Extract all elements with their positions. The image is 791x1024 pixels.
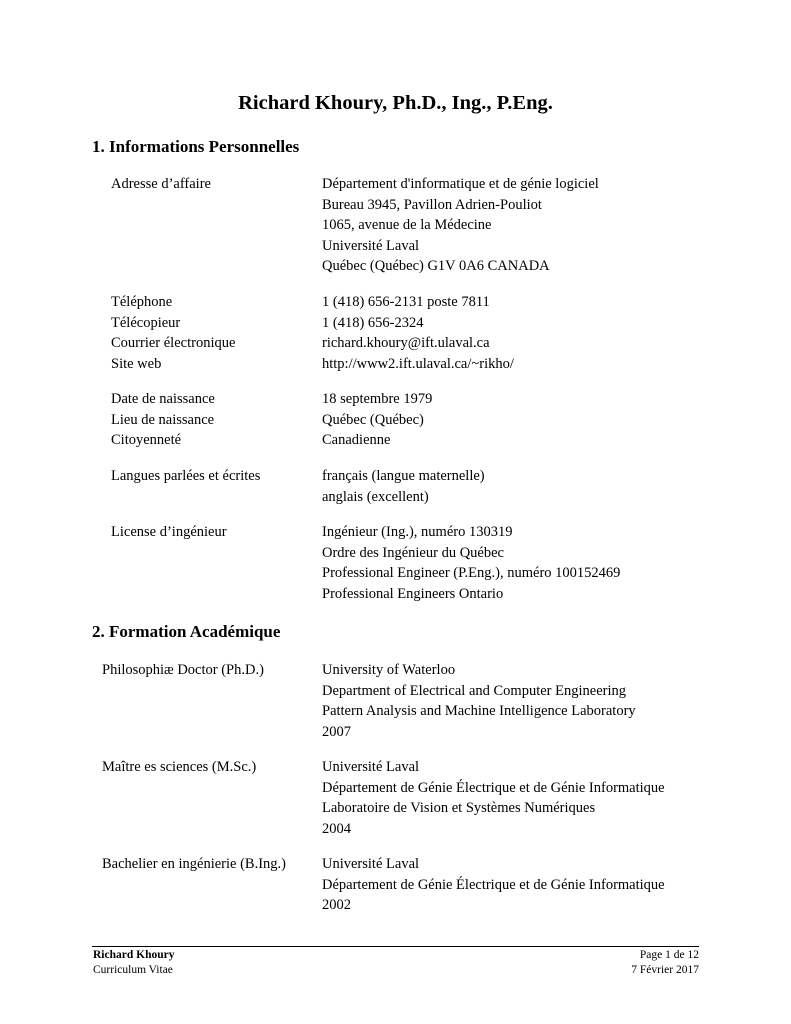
value-line: 1 (418) 656-2131 poste 7811 — [322, 294, 490, 310]
entry-value — [322, 660, 636, 742]
value-line: Ordre des Ingénieur du Québec — [322, 544, 504, 561]
value-line: 1 (418) 656-2324 — [322, 314, 424, 331]
value-line: Département de Génie Électrique et de Génie Informatique — [322, 779, 665, 796]
value-line: University of Waterloo — [322, 662, 456, 678]
value-line: Canadienne — [322, 432, 391, 449]
entry-label: Bachelier en ingénierie (B.Ing.) — [102, 856, 286, 872]
value-line: 2004 — [322, 820, 351, 837]
value-line: Québec (Québec) G1V 0A6 CANADA — [322, 258, 550, 275]
footer-divider — [92, 946, 699, 947]
value-line: Pattern Analysis and Machine Intelligence Laboratory — [322, 703, 636, 720]
entry-label: Maître es sciences (M.Sc.) — [102, 759, 257, 775]
entry-value — [322, 292, 490, 313]
entry-label: Langues parlées et écrites — [111, 468, 261, 484]
entry-label: Télécopieur — [111, 314, 181, 331]
value-line: 18 septembre 1979 — [322, 391, 433, 407]
entry-value — [322, 522, 620, 604]
entry-value — [322, 430, 390, 451]
entry-label: Téléphone — [111, 294, 173, 310]
email-link[interactable]: richard.khoury@ift.ulaval.ca — [322, 335, 490, 352]
entry-value — [322, 333, 490, 354]
value-line: français (langue maternelle) — [322, 468, 485, 484]
value-line: Université Laval — [322, 759, 420, 775]
section-heading-education: 2. Formation Académique — [92, 622, 281, 641]
footer-author-name: Richard Khoury — [93, 949, 175, 961]
value-line: 2007 — [322, 723, 351, 740]
entry-label: License d’ingénieur — [111, 524, 227, 540]
value-line: Ingénieur (Ing.), numéro 130319 — [322, 524, 513, 540]
entry-value — [322, 389, 432, 410]
website-link[interactable]: http://www2.ift.ulaval.ca/~rikho/ — [322, 355, 514, 372]
entry-value — [322, 410, 424, 431]
value-line: anglais (excellent) — [322, 488, 429, 505]
value-line: Département d'informatique et de génie logiciel — [322, 176, 599, 192]
entry-label: Site web — [111, 355, 162, 372]
page-title: Richard Khoury, Ph.D., Ing., P.Eng. — [238, 92, 553, 114]
value-line: Département de Génie Électrique et de Génie Informatique — [322, 876, 665, 893]
entry-label: Philosophiæ Doctor (Ph.D.) — [102, 662, 264, 678]
value-line: Laboratoire de Vision et Systèmes Numériques — [322, 800, 596, 817]
footer-left — [93, 948, 174, 978]
entry-label: Adresse d’affaire — [111, 176, 211, 192]
value-line: Université Laval — [322, 237, 420, 254]
entry-value — [322, 757, 665, 839]
entry-value — [322, 354, 514, 375]
entry-value — [322, 313, 424, 334]
value-line: 2002 — [322, 897, 351, 914]
entry-value — [322, 174, 599, 277]
footer-date: 7 Février 2017 — [631, 964, 699, 976]
value-line: Bureau 3945, Pavillon Adrien-Pouliot — [322, 196, 542, 213]
footer-subtitle: Curriculum Vitae — [93, 964, 173, 976]
value-line: Professional Engineers Ontario — [322, 585, 504, 602]
value-line: Department of Electrical and Computer Engineering — [322, 682, 626, 699]
value-line: Professional Engineer (P.Eng.), numéro 100152469 — [322, 565, 621, 582]
entry-label: Lieu de naissance — [111, 411, 215, 428]
footer-right — [631, 948, 699, 978]
entry-value — [322, 854, 665, 916]
section-heading-personal: 1. Informations Personnelles — [92, 137, 300, 156]
value-line: 1065, avenue de la Médecine — [322, 217, 492, 234]
entry-label: Courrier électronique — [111, 335, 236, 352]
page-number: Page 1 de 12 — [639, 949, 699, 961]
entry-label: Citoyenneté — [111, 432, 182, 449]
entry-value — [322, 466, 485, 507]
value-line: Québec (Québec) — [322, 411, 424, 428]
entry-label: Date de naissance — [111, 391, 215, 407]
value-line: Université Laval — [322, 856, 420, 872]
